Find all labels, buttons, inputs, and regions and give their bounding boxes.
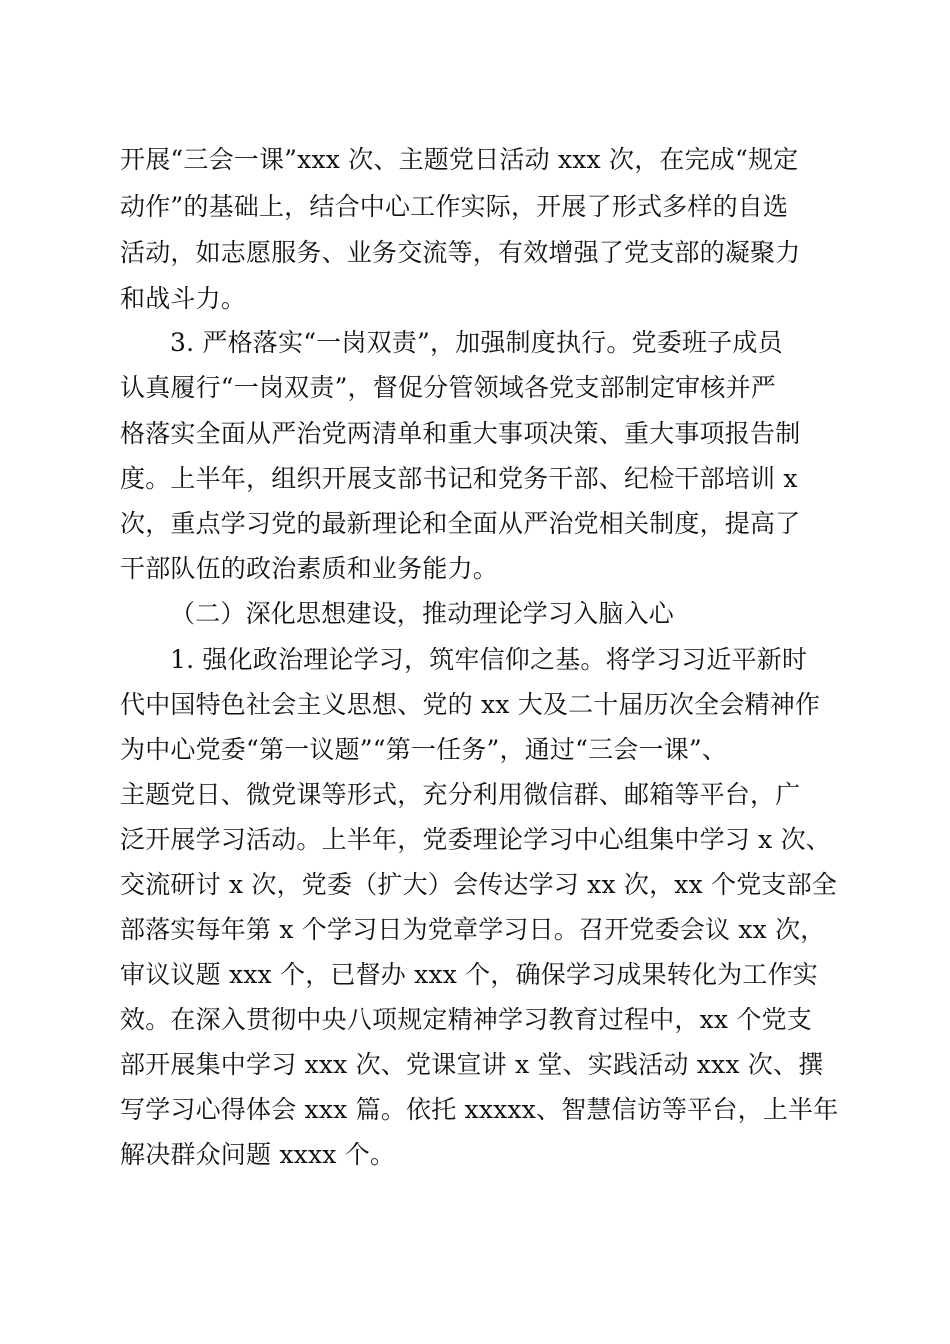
section-heading: （二）深化思想建设，推动理论学习入脑入心: [170, 599, 675, 628]
paragraph-line: 部开展集中学习 xxx 次、党课宣讲 x 堂、实践活动 xxx 次、撰: [120, 1050, 824, 1079]
paragraph-line: 次，重点学习党的最新理论和全面从严治党相关制度，提高了: [120, 509, 801, 538]
paragraph-line: 开展“三会一课”xxx 次、主题党日活动 xxx 次，在完成“规定: [120, 145, 799, 174]
paragraph-line: 审议议题 xxx 个，已督办 xxx 个，确保学习成果转化为工作实: [120, 960, 818, 989]
paragraph-line: 活动，如志愿服务、业务交流等，有效增强了党支部的凝聚力: [120, 238, 801, 267]
paragraph-line: 3. 严格落实“一岗双责”，加强制度执行。党委班子成员: [170, 328, 783, 357]
paragraph-line: 格落实全面从严治党两清单和重大事项决策、重大事项报告制: [120, 419, 801, 448]
paragraph-line: 动作”的基础上，结合中心工作实际，开展了形式多样的自选: [120, 192, 789, 221]
paragraph-line: 效。在深入贯彻中央八项规定精神学习教育过程中，xx 个党支: [120, 1005, 812, 1034]
paragraph-line: 部落实每年第 x 个学习日为党章学习日。召开党委会议 xx 次，: [120, 915, 826, 944]
paragraph-line: 和战斗力。: [120, 284, 247, 313]
paragraph-line: 主题党日、微党课等形式，充分利用微信群、邮箱等平台，广: [120, 780, 801, 809]
paragraph-line: 度。上半年，组织开展支部书记和党务干部、纪检干部培训 x: [120, 464, 798, 493]
paragraph-line: 写学习心得体会 xxx 篇。依托 xxxxx、智慧信访等平台，上半年: [120, 1095, 839, 1124]
paragraph-line: 交流研讨 x 次，党委（扩大）会传达学习 xx 次，xx 个党支部全: [120, 870, 838, 899]
paragraph-line: 1. 强化政治理论学习，筑牢信仰之基。将学习习近平新时: [170, 645, 808, 674]
paragraph-line: 泛开展学习活动。上半年，党委理论学习中心组集中学习 x 次、: [120, 825, 831, 854]
paragraph-line: 代中国特色社会主义思想、党的 xx 大及二十届历次全会精神作: [120, 690, 821, 719]
paragraph-line: 为中心党委“第一议题”“第一任务”，通过“三会一课”、: [120, 735, 728, 764]
paragraph-line: 解决群众问题 xxxx 个。: [120, 1140, 396, 1169]
paragraph-line: 认真履行“一岗双责”，督促分管领域各党支部制定审核并严: [120, 373, 776, 402]
paragraph-line: 干部队伍的政治素质和业务能力。: [120, 554, 499, 583]
